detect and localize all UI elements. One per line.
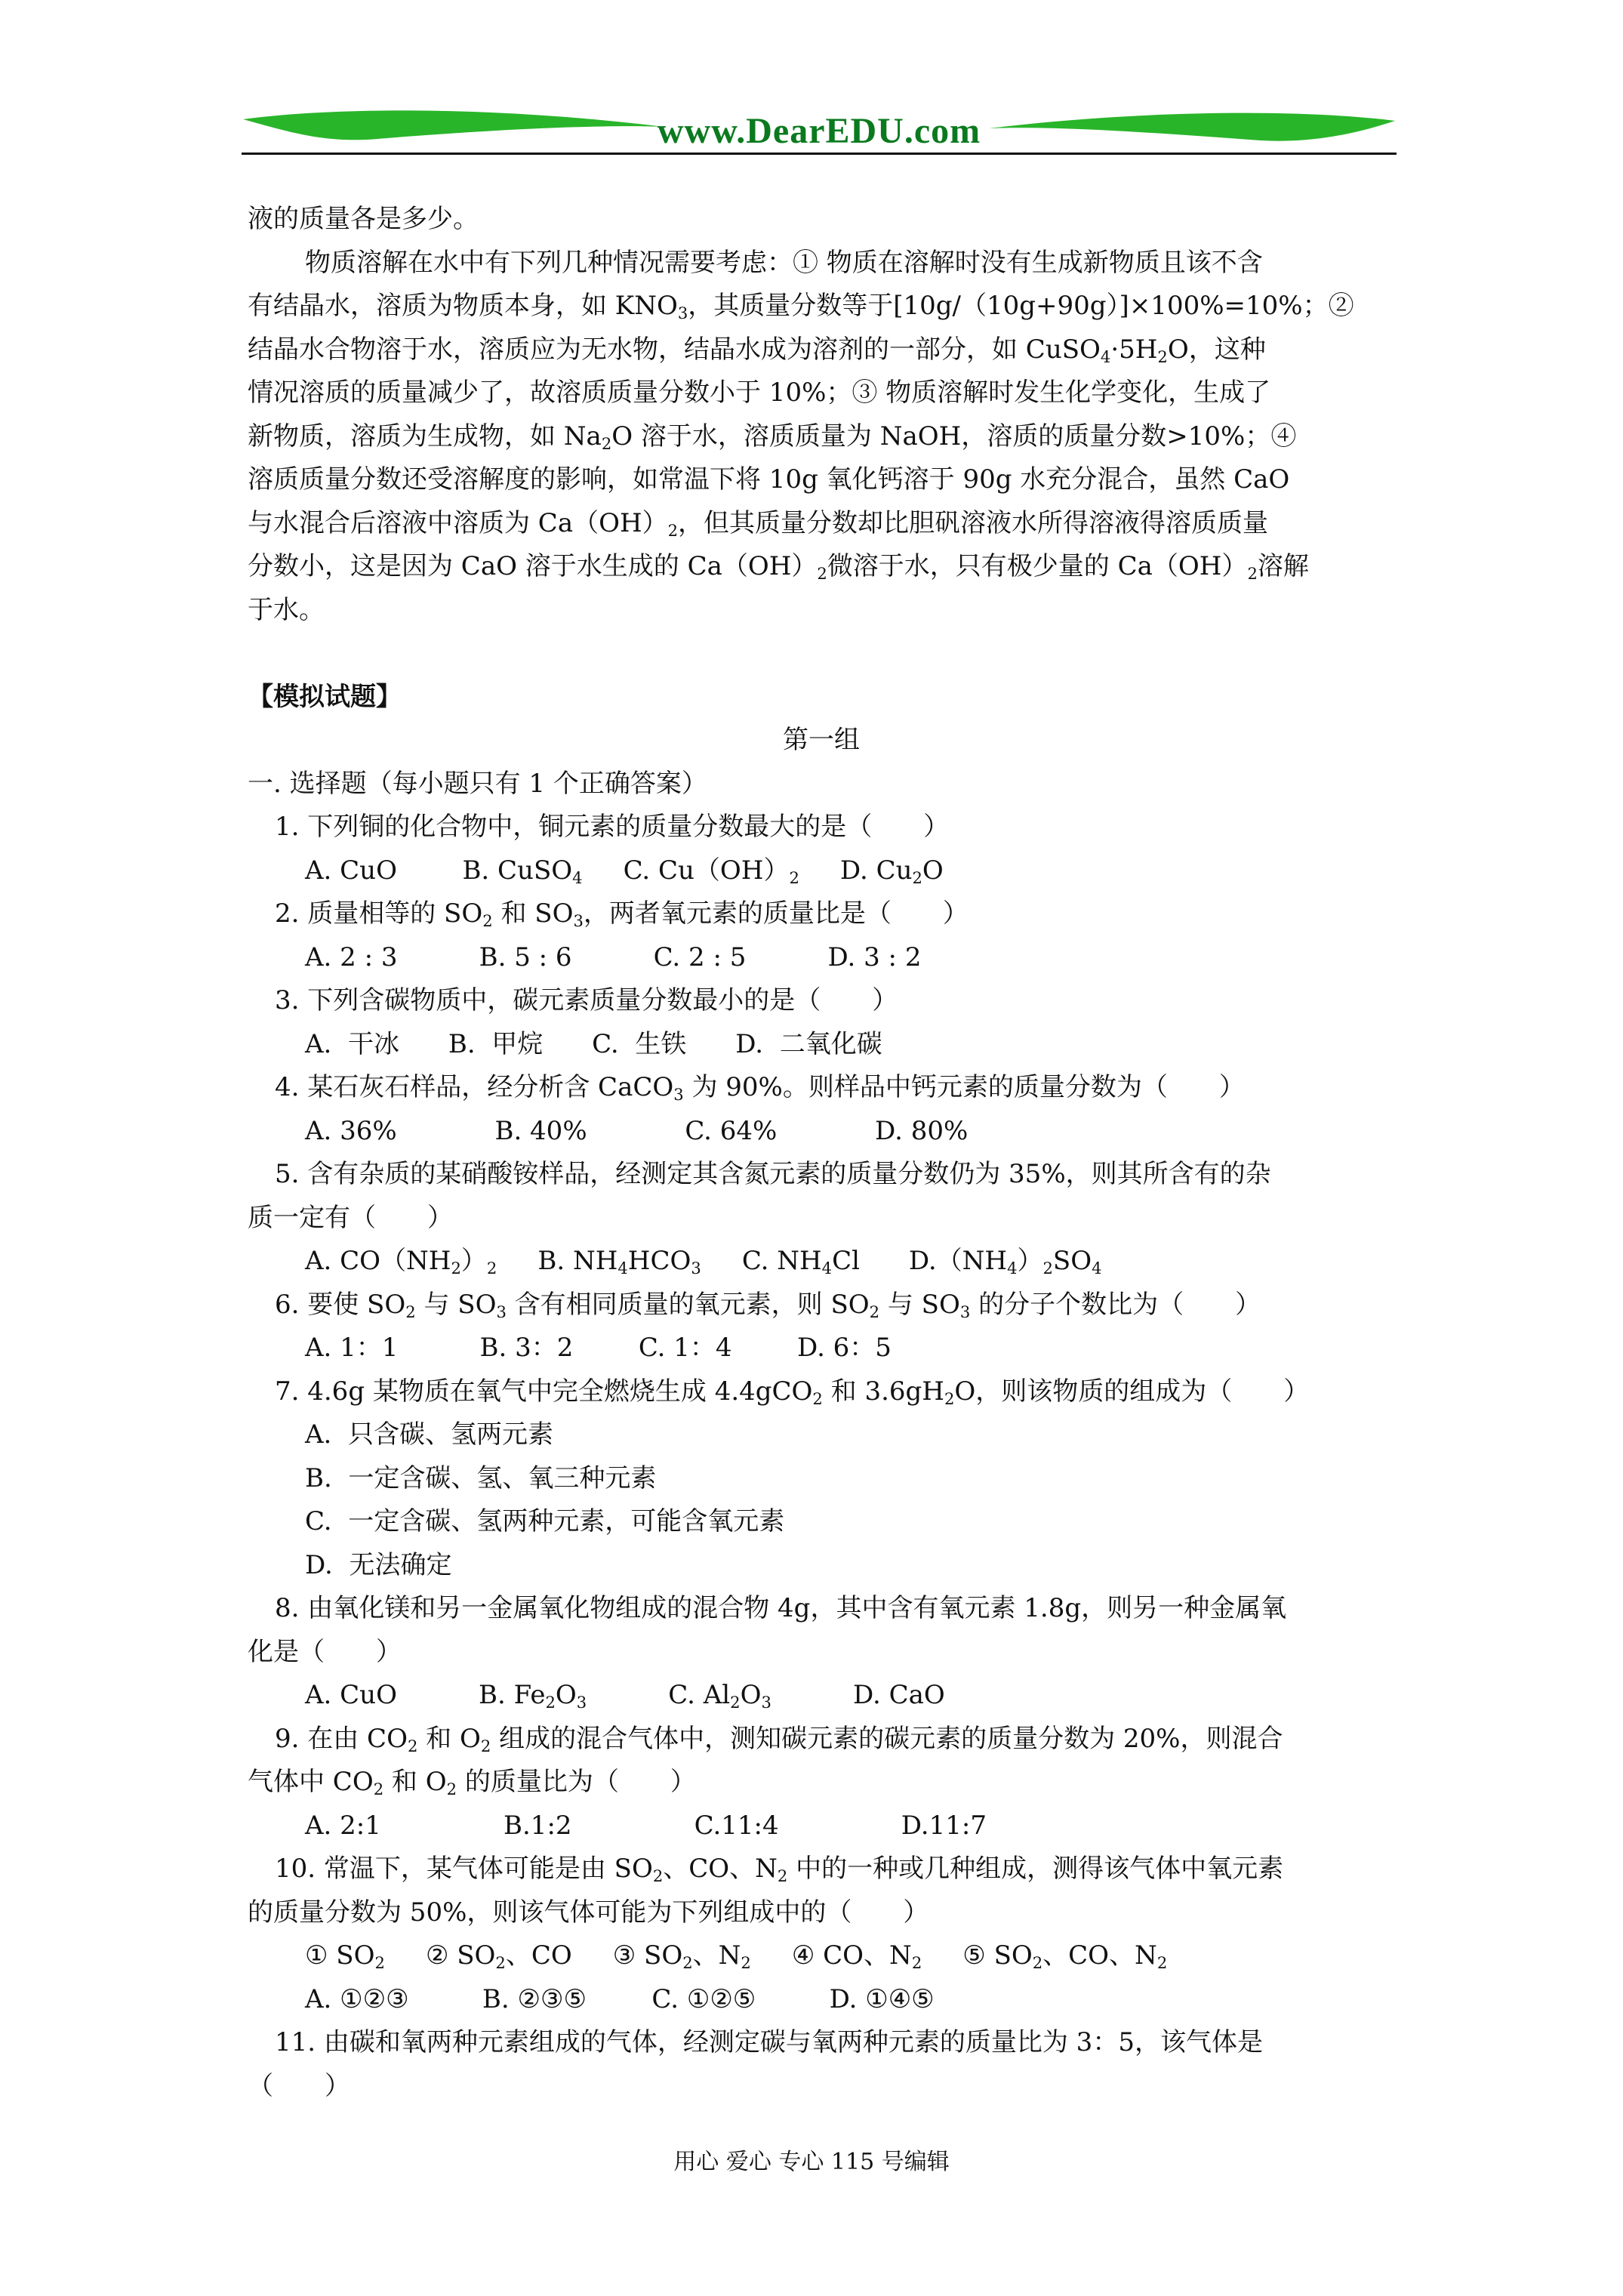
section-title: 【模拟试题】	[248, 681, 402, 712]
question-5-stem: 5. 含有杂质的某硝酸铵样品，经测定其含氮元素的质量分数仍为 35%，则其所含有的杂	[275, 1159, 1271, 1189]
part-title: 一. 选择题（每小题只有 1 个正确答案）	[248, 768, 707, 799]
body-line: 分数小，这是因为 CaO 溶于水生成的 $Ca(OH)_2$微溶于水，只有极少量的 $Ca(OH)_2$溶解	[248, 551, 1309, 583]
question-7-option-a: A. 只含碳、氢两元素	[305, 1419, 553, 1450]
body-line: 液的质量各是多少。	[248, 204, 479, 234]
body-line: 情况溶质的质量减少了，故溶质质量分数小于 10%；③ 物质溶解时发生化学变化，生成了	[248, 378, 1271, 408]
question-7-option-d: D. 无法确定	[305, 1549, 452, 1580]
spacer	[248, 632, 1395, 676]
body-line: 有结晶水，溶质为物质本身，如 $KNO_3$，其质量分数等于[10g/（10g+90g）]×100%=10%；②	[248, 291, 1354, 322]
question-10-choices: ① $SO_2$ ② $SO_2$、CO ③ $SO_2$、$N_2$ ④ CO、$N_2$ ⑤ $SO_2$、CO、$N_2$	[305, 1940, 1168, 1972]
question-2-options: A. 2 : 3 B. 5 : 6 C. 2 : 5 D. 3 : 2	[305, 942, 922, 972]
question-10-options: A. ①②③ B. ②③⑤ C. ①②⑤ D. ①④⑤	[305, 1983, 935, 2014]
question-7-option-c: C. 一定含碳、氢两种元素，可能含氧元素	[305, 1506, 785, 1536]
question-5-stem-cont: 质一定有（ ）	[248, 1202, 453, 1233]
question-3-stem: 3. 下列含碳物质中，碳元素质量分数最小的是（ ）	[275, 985, 898, 1015]
question-7-option-b: B. 一定含碳、氢、氧三种元素	[305, 1462, 657, 1493]
body-line: 与水混合后溶液中溶质为 $Ca(OH)_2$，但其质量分数却比胆矾溶液水所得溶液得溶质质量	[248, 507, 1269, 540]
question-6-options: A. 1：1 B. 3：2 C. 1：4 D. 6：5	[305, 1333, 892, 1363]
question-8-stem-cont: 化是（ ）	[248, 1636, 402, 1667]
question-9-options: A. 2:1 B.1:2 C.11:4 D.11:7	[305, 1810, 987, 1841]
question-1-stem: 1. 下列铜的化合物中，铜元素的质量分数最大的是（ ）	[275, 812, 950, 842]
question-4-options: A. 36% B. 40% C. 64% D. 80%	[305, 1115, 969, 1146]
body-line: 新物质，溶质为生成物，如 $Na_2O$ 溶于水，溶质质量为 NaOH，溶质的质量分数>10%；④	[248, 421, 1297, 453]
question-10-stem-cont: 的质量分数为 50%，则该气体可能为下列组成中的（ ）	[248, 1897, 929, 1928]
page-footer: 用心 爱心 专心 115 号编辑	[673, 2149, 950, 2175]
question-3-options: A. 干冰 B. 甲烷 C. 生铁 D. 二氧化碳	[305, 1028, 882, 1059]
question-6-stem: 6. 要使 $SO_2$ 与 $SO_3$ 含有相同质量的氧元素，则 $SO_2$ 与 $SO_3$ 的分子个数比为（ ）	[275, 1289, 1261, 1321]
body-line: 于水。	[248, 594, 325, 625]
site-url-logo: www.DearEDU.com	[657, 111, 981, 151]
question-5-options: A. $CO(NH_2)_2$ B. $NH_4HCO_3$ C. $NH_4Cl$ $D.(NH_4)_2SO_4$	[305, 1246, 1102, 1277]
body-line: 结晶水合物溶于水，溶质应为无水物，结晶水成为溶剂的一部分，如 $CuSO_4\cdot 5H_2O$，这种	[248, 334, 1266, 366]
page-header	[242, 106, 1397, 160]
body-line: 溶质质量分数还受溶解度的影响，如常温下将 10g 氧化钙溶于 90g 水充分混合，虽然 CaO	[248, 464, 1290, 495]
question-11-stem: 11. 由碳和氧两种元素组成的气体，经测定碳与氧两种元素的质量比为 3：5，该气体是	[275, 2027, 1263, 2057]
question-2-stem: 2. 质量相等的 $SO_2$ 和 $SO_3$，两者氧元素的质量比是（ ）	[275, 898, 969, 930]
question-10-stem: 10. 常温下，某气体可能是由 $SO_2$、CO、$N_2$ 中的一种或几种组成，测得该气体中氧元素	[275, 1854, 1284, 1885]
group-title: 第一组	[783, 725, 860, 755]
question-1-options: A. CuO B. CuSO$_4$ C. $Cu(OH)_2$ D. $Cu_2O$	[305, 855, 944, 887]
question-8-options: A. CuO B. $Fe_2O_3$ C. $Al_2O_3$ D. CaO	[305, 1680, 945, 1712]
question-11-stem-cont: （ ）	[248, 2070, 350, 2101]
question-4-stem: 4. 某石灰石样品，经分析含 CaCO$_3$ 为 90%。则样品中钙元素的质量分数为（ ）	[275, 1072, 1245, 1104]
question-9-stem: 9. 在由 $CO_2$ 和 $O_2$ 组成的混合气体中，测知碳元素的碳元素的质量分数为 20%，则混合	[275, 1723, 1283, 1755]
question-7-stem: 7. 4.6g 某物质在氧气中完全燃烧生成 4.4gCO$_2$ 和 $3.6gH_2O$，则该物质的组成为（ ）	[275, 1376, 1310, 1408]
question-8-stem: 8. 由氧化镁和另一金属氧化物组成的混合物 4g，其中含有氧元素 1.8g，则另一种金属氧	[275, 1593, 1287, 1623]
document-body	[248, 198, 1395, 2108]
question-9-stem-cont: 气体中 $CO_2$ 和 $O_2$ 的质量比为（ ）	[248, 1767, 696, 1798]
body-line: 物质溶解在水中有下列几种情况需要考虑：① 物质在溶解时没有生成新物质且该不含	[305, 247, 1263, 278]
